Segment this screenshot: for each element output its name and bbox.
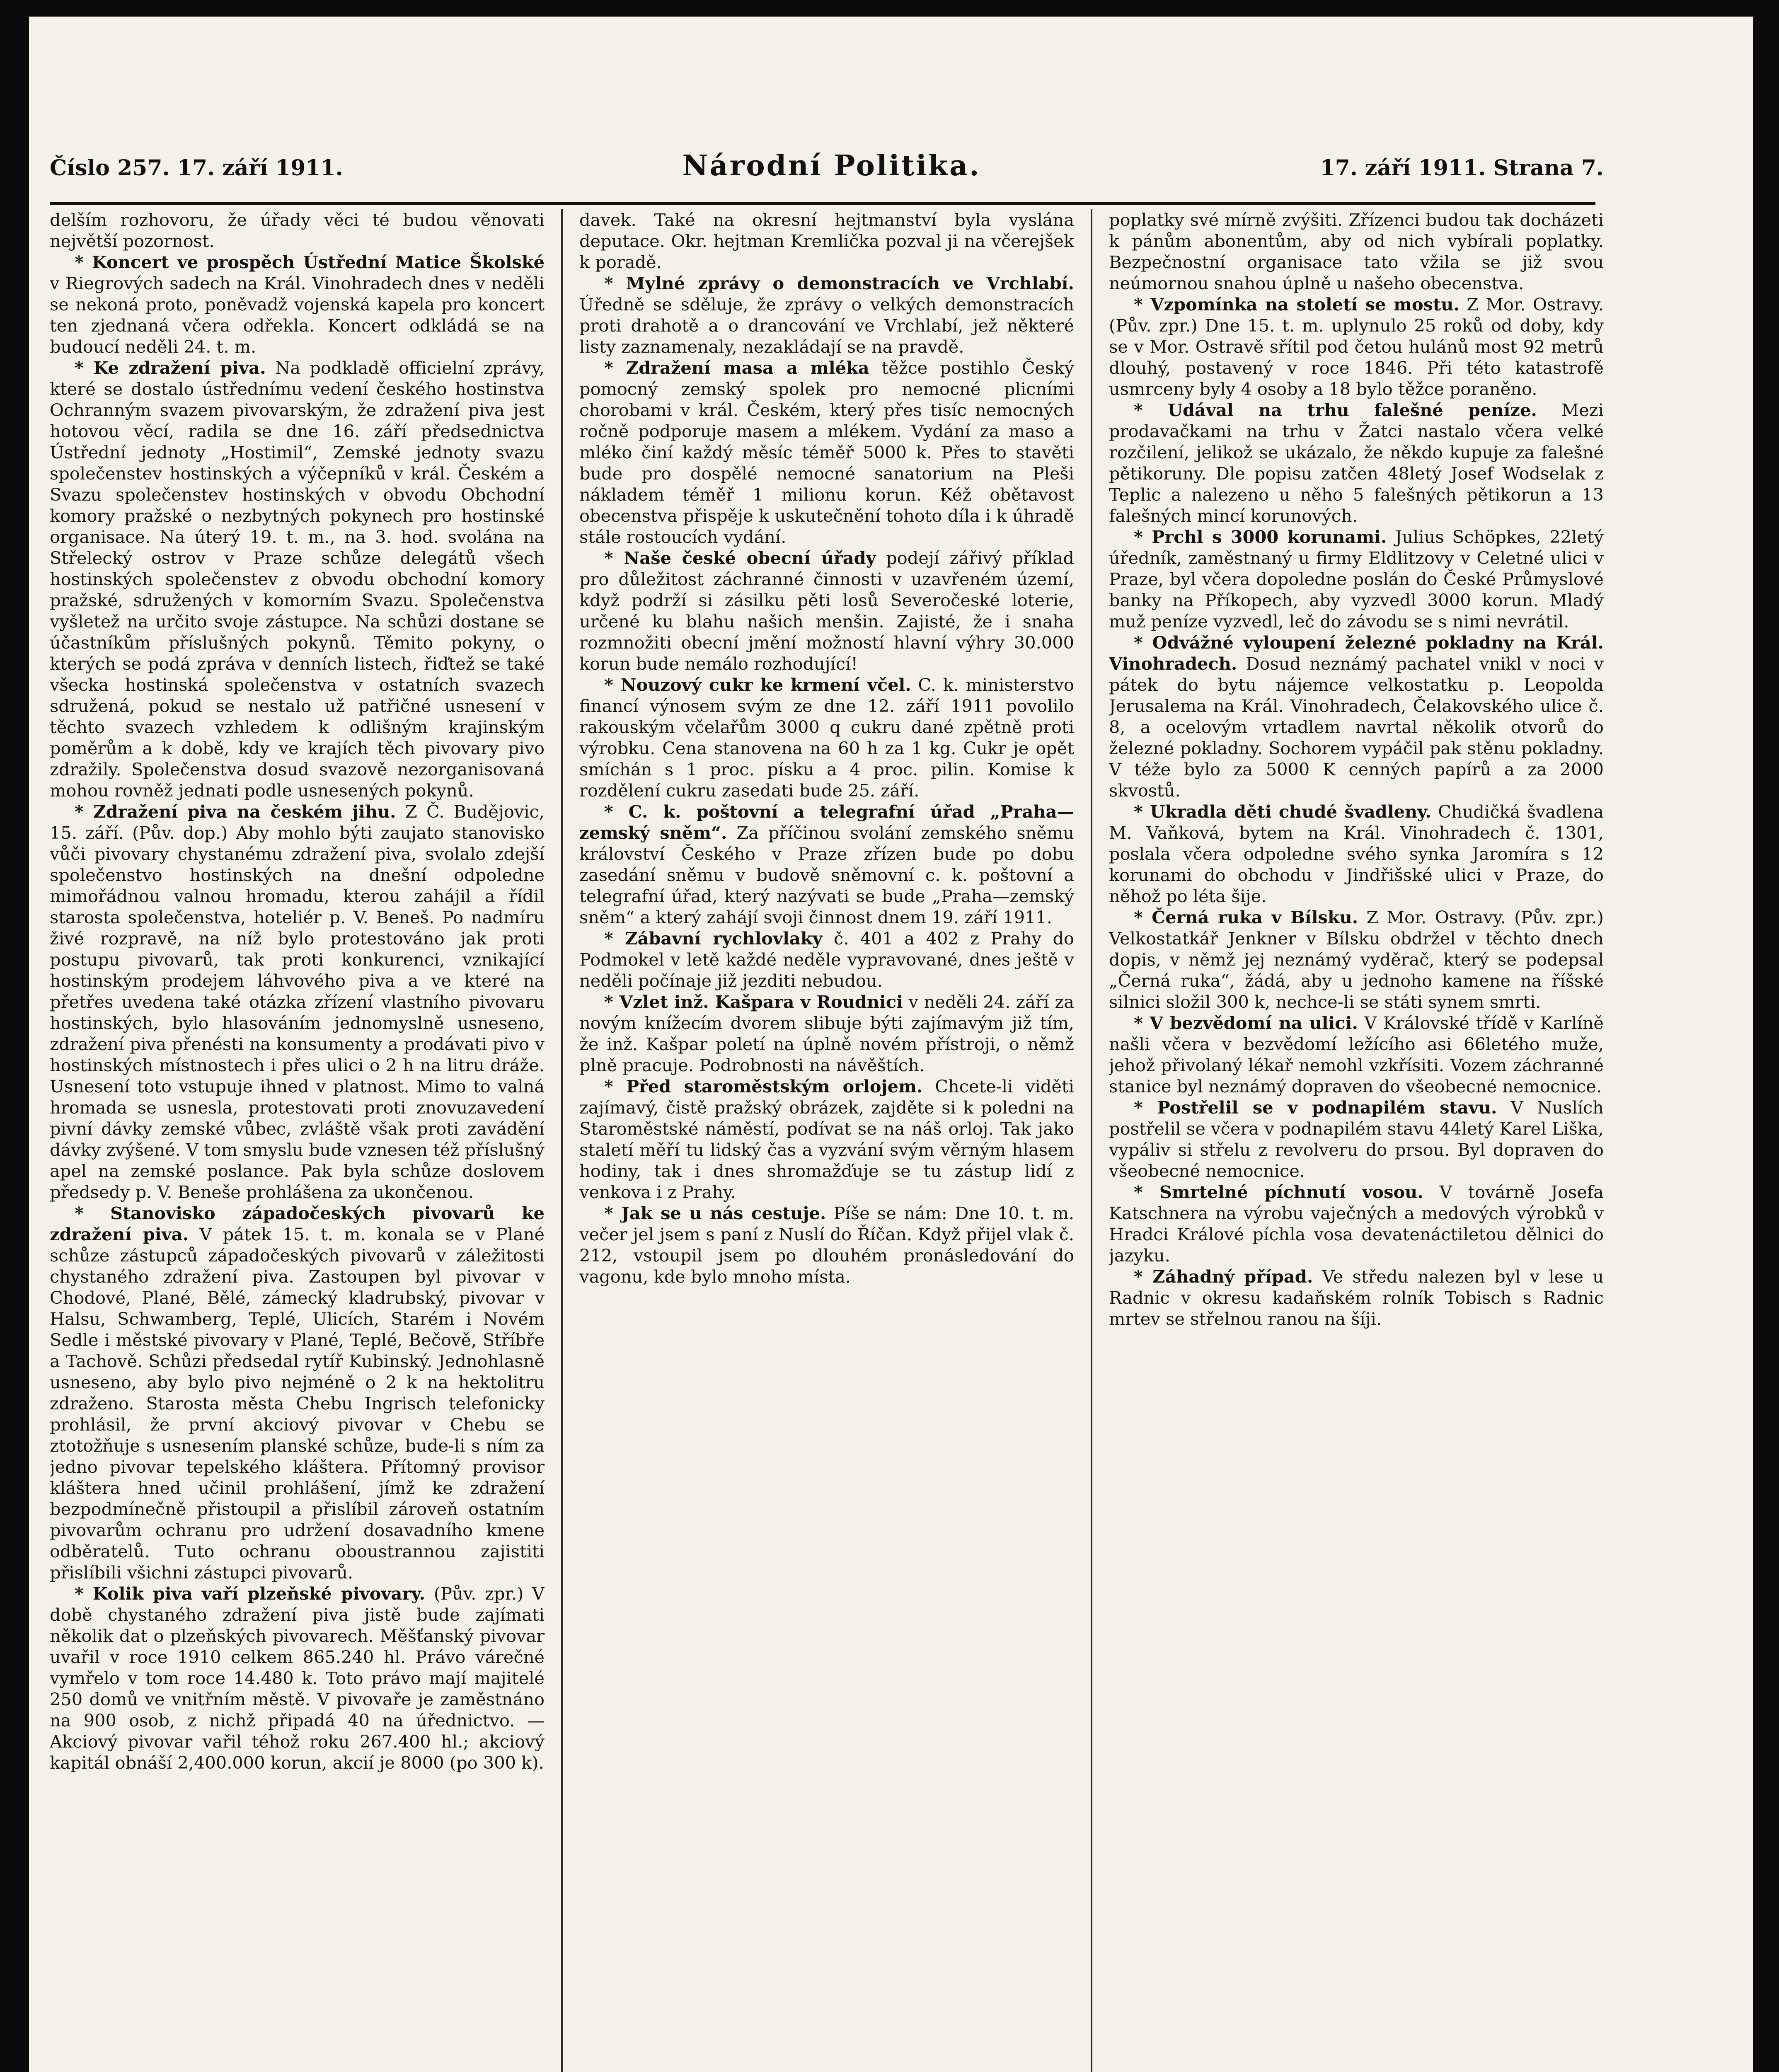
article-text: č. 401 a 402 z Prahy do Podmokel v letě každé neděle vypravované, dnes ještě v neděli počínaje již jezditi nebudou. bbox=[579, 928, 1074, 991]
article-text: Píše se nám: Dne 10. t. m. večer jel jsem s paní z Nuslí do Říčan. Když přijel vlak č. 212, vstoupil jsem po dlouhém pronásledování do vagonu, kde bylo mnoho místa. bbox=[579, 1203, 1074, 1287]
article-title: * Prchl s 3000 korunami. bbox=[1134, 527, 1387, 547]
article-text: Mezi prodavačkami na trhu v Žatci nastalo včera velké rozčilení, jelikož se ukázalo, že někdo kupuje za falešné pětikoruny. Dle popisu zatčen 48letý Josef Wodselak z Teplic a nalezeno u něho 5 falešných pětikorun a 13 falešných mincí korunových. bbox=[1109, 400, 1604, 526]
article-paragraph bbox=[579, 547, 1074, 674]
article-text: davek. Také na okresní hejtmanství byla vyslána deputace. Okr. hejtman Kremlička pozval ji na včerejšek k poradě. bbox=[579, 210, 1074, 272]
article-text: Chcete-li viděti zajímavý, čistě pražský obrázek, zajděte si k poledni na Staroměstské náměstí, podívat se na náš orloj. Tak jako staletí měří tu lidský čas a vyzvání svým věrným hlasem hodiny, tak i dnes shromažďuje se tu zástup lidí z venkova i z Prahy. bbox=[579, 1076, 1074, 1202]
article-paragraph bbox=[579, 991, 1074, 1076]
article-text: V továrně Josefa Katschnera na výrobu vaječných a medových výrobků v Hradci Králové píchla vosa devatenáctiletou dělnici do jazyku. bbox=[1109, 1182, 1604, 1266]
article-text: V pátek 15. t. m. konala se v Plané schůze zástupců západočeských pivovarů v záležitosti chystaného zdražení piva. Zastoupen byl pivovar v Chodové, Plané, Bělé, zámecký kladrubský, pivovar v Halsu, Schwamberg, Teplé, Ulicích, Starém i Novém Sedle i městské pivovary v Plané, Teplé, Bečově, Stříbře a Tachově. Schůzi předsedal rytíř Kubinský. Jednohlasně usneseno, aby bylo pivo nejméně o 2 k na hektolitru zdraženo. Starosta města Chebu Ingrisch telefonicky prohlásil, že první akciový pivovar v Chebu se ztotožňuje s usnesením planské schůze, bude-li s ním za jedno pivovar tepelského kláštera. Přítomný provisor kláštera hned učinil prohlášení, jímž ke zdražení bezpodmínečně přistoupil a přislíbil zároveň ostatním pivovarům ochranu pro udržení dosavadního kmene odběratelů. Tuto ochranu oboustrannou zajistiti přislíbili všichni zástupci pivovarů. bbox=[50, 1224, 545, 1583]
article-text: Z Mor. Ostravy. (Pův. zpr.) Velkostatkář Jenkner v Bílsku obdržel v těchto dnech dopis, v němž jej neznámý vyděrač, který se podepsal „Černá ruka“, žádá, aby u jednoho kamene na říšské silnici složil 300 k, nechce-li se státi synem smrti. bbox=[1109, 907, 1604, 1012]
article-title: * Udával na trhu falešné peníze. bbox=[1134, 400, 1537, 420]
article-title: * Černá ruka v Bílsku. bbox=[1134, 907, 1358, 927]
column-divider bbox=[561, 209, 563, 2072]
article-text: Dosud neznámý pachatel vnikl v noci v pátek do bytu nájemce velkostatku p. Leopolda Jerusalema na Král. Vinohradech, Čelakovského ulice č. 8, a ocelovým vrtadlem navrtal několik otvorů do železné pokladny. Sochorem vypáčil pak stěnu pokladny. V téže bylo za 5000 K cenných papírů a za 2000 skvostů. bbox=[1109, 654, 1604, 801]
article-text: poplatky své mírně zvýšiti. Zřízenci budou tak docházeti k pánům abonentům, aby od nich vybírali poplatky. Bezpečnostní organisace tato vžila se již svou neúmornou snahou úplně u našeho obecenstva. bbox=[1109, 210, 1604, 293]
article-title: * Nouzový cukr ke krmení včel. bbox=[604, 675, 911, 695]
article-paragraph bbox=[579, 674, 1074, 801]
article-columns bbox=[50, 209, 1604, 2072]
article-text: v Riegrových sadech na Král. Vinohradech dnes v neděli se nekoná proto, poněvadž vojenská kapela pro koncert ten zjednaná včera odřekla. Koncert odkládá se na budoucí neděli 24. t. m. bbox=[50, 273, 545, 357]
article-paragraph bbox=[50, 252, 545, 357]
article-title: * Vzlet inž. Kašpara v Roudnici bbox=[604, 992, 903, 1012]
article-title: * Záhadný případ. bbox=[1134, 1266, 1313, 1287]
article-paragraph bbox=[1109, 209, 1604, 294]
article-text: Za příčinou svolání zemského sněmu království Českého v Praze zřízen bude po dobu zasedání sněmu v budově sněmovní c. k. poštovní a telegrafní úřad, který nazývati se bude „Praha—zemský sněm“ a který zahájí svoji činnost dnem 19. září 1911. bbox=[579, 823, 1074, 927]
article-paragraph bbox=[50, 1203, 545, 1583]
article-text: Chudičká švadlena M. Vaňková, bytem na Král. Vinohradech č. 1301, poslala včera odpoledne svého synka Jaromíra s 12 korunami do obchodu v Jindřišské ulici v Praze, do něhož po léta šije. bbox=[1109, 801, 1604, 906]
column-1 bbox=[50, 209, 545, 2072]
article-title: * Zábavní rychlovlaky bbox=[604, 928, 823, 949]
article-title: * V bezvědomí na ulici. bbox=[1134, 1013, 1358, 1033]
article-text: Úředně se sděluje, že zprávy o velkých demonstracích proti drahotě a o drancování ve Vrchlabí, jež některé listy zaznamenaly, nezakládají se na pravdě. bbox=[579, 294, 1074, 357]
article-paragraph bbox=[50, 357, 545, 801]
article-paragraph bbox=[579, 928, 1074, 991]
article-paragraph bbox=[1109, 1012, 1604, 1097]
article-paragraph bbox=[1109, 1266, 1604, 1329]
article-title: * Naše české obecní úřady bbox=[604, 548, 876, 568]
article-title: * Smrtelné píchnutí vosou. bbox=[1134, 1182, 1423, 1202]
article-title: * Kolik piva vaří plzeňské pivovary. bbox=[75, 1583, 426, 1604]
article-title: * Postřelil se v podnapilém stavu. bbox=[1134, 1097, 1497, 1118]
article-paragraph bbox=[579, 357, 1074, 547]
article-title: * Stanovisko západočeských pivovarů ke zdražení piva. bbox=[50, 1203, 545, 1244]
header-rule bbox=[50, 202, 1595, 205]
article-text: V Královské třídě v Karlíně našli včera v bezvědomí ležícího asi 66letého muže, jehož přivolaný lékař nemohl vzkřísiti. Vozem záchranné stanice byl neznámý dopraven do všeobecné nemocnice. bbox=[1109, 1013, 1604, 1097]
column-2 bbox=[579, 209, 1074, 2072]
date-page-number: 17. září 1911. Strana 7. bbox=[1320, 155, 1604, 181]
article-paragraph bbox=[1109, 526, 1604, 632]
article-paragraph bbox=[1109, 801, 1604, 907]
newspaper-title: Národní Politika. bbox=[682, 149, 981, 182]
article-title: * Mylné zprávy o demonstracích ve Vrchlabí. bbox=[604, 273, 1074, 293]
article-title: * Zdražení masa a mléka bbox=[604, 358, 869, 378]
article-title: * C. k. poštovní a telegrafní úřad „Praha—zemský sněm“. bbox=[579, 801, 1074, 843]
article-text: Ve středu nalezen byl v lese u Radnic v okresu kadaňském rolník Tobisch s Radnic mrtev se střelnou ranou na šíji. bbox=[1109, 1266, 1604, 1329]
page-header bbox=[50, 149, 1604, 199]
article-text: podejí zářivý příklad pro důležitost záchranné činnosti v uzavřeném území, když podrží si zásilku pěti losů Severočeské loterie, určené ku blahu našich menšin. Zajisté, že i snaha rozmnožiti obecní jmění možností hlavní výhry 30.000 korun bude nemálo rozhodující! bbox=[579, 548, 1074, 674]
article-text: Z Č. Budějovic, 15. září. (Pův. dop.) Aby mohlo býti zaujato stanovisko vůči pivovary chystanému zdražení piva, svolalo zdejší společenstvo hostinských na dnešní odpoledne mimořádnou valnou hromadu, kterou zahájil a řídil starosta společenstva, hoteliér p. V. Beneš. Po nadmíru živé rozpravě, na níž bylo protestováno jak proti postupu pivovarů, tak proti konkurenci, vznikající hostinským prodejem láhvového piva a ve které na přetřes uvedena také otázka zřízení vlastního pivovaru hostinských, bylo hlasováním jednomyslně usneseno, zdražení piva přenésti na konsumenty a prodávati pivo v hostinských místnostech i přes ulici o 2 h na litru dráže. Usnesení toto vstupuje ihned v platnost. Mimo to valná hromada se usnesla, protestovati proti znovuzavedení pivní dávky zemské vůbec, zvláště však proti zavádění dávky zvýšené. V tom smyslu bude vznesen též příslušný apel na zemské poslance. Pak byla schůze doslovem předsedy p. V. Beneše prohlášena za ukončenou. bbox=[50, 801, 545, 1202]
article-title: * Před staroměstským orlojem. bbox=[604, 1076, 923, 1097]
article-text: Na podkladě officielní zprávy, které se dostalo ústřednímu vedení českého hostinstva Ochranným svazem pivovarským, že zdražení piva jest hotovou věcí, radila se dne 16. září předsednictva Ústřední jednoty „Hostimil“, Zemské jednoty svazu společenstev hostinských a výčepníků v král. Českém a Svazu společenstev hostinských v obvodu Obchodní komory pražské o nezbytných pokynech pro hostinské organisace. Na úterý 19. t. m., na 3. hod. svolána na Střelecký ostrov v Praze schůze delegátů všech hostinských společenstev z obvodu obchodní komory pražské, sdružených v komorním Svazu. Společenstva vyšletež na určito svoje zástupce. Na schůzi dostane se účastníkům příslušných pokynů. Těmito pokyny, o kterých se podá zpráva v denních listech, řiďtež se také všecka hostinská společenstva v ostatních svazech sdružená, pokud se nestalo už patřičné usnesení v těchto svazech vzhledem k odlišným krajinským poměrům a k době, kdy ve krajích těch pivovary pivo zdražily. Společenstva dosud svazově nezorganisovaná mohou rovněž jednati podle usnesených pokynů. bbox=[50, 358, 545, 801]
article-paragraph bbox=[579, 209, 1074, 273]
article-text: delším rozhovoru, že úřady věci té budou věnovati největší pozornost. bbox=[50, 210, 545, 251]
article-paragraph bbox=[50, 209, 545, 252]
article-text: (Pův. zpr.) V době chystaného zdražení piva jistě bude zajímati několik dat o plzeňských pivovarech. Měšťanský pivovar uvařil v roce 1910 celkem 865.240 hl. Právo várečné vymřelo v tom roce 14.480 k. Toto právo mají majitelé 250 domů ve vnitřním městě. V pivovaře je zaměstnáno na 900 osob, z nichž připadá 40 na úřednictvo. — Akciový pivovar vařil téhož roku 267.400 hl.; akciový kapitál obnáší 2,400.000 korun, akcií je 8000 (po 300 k). bbox=[50, 1583, 545, 1773]
article-paragraph bbox=[579, 273, 1074, 357]
article-text: Julius Schöpkes, 22letý úředník, zaměstnaný u firmy Eldlitzovy v Celetné ulici v Praze, byl včera dopoledne poslán do České Průmyslové banky na Příkopech, aby vyzvedl 3000 korun. Mladý muž peníze vyzvedl, leč do závodu se s nimi nevrátil. bbox=[1109, 527, 1604, 632]
article-paragraph bbox=[579, 801, 1074, 928]
article-text: C. k. ministerstvo financí výnosem svým ze dne 12. září 1911 povolilo rakouským včelařům 3000 q cukru dané zpětně proti výrobku. Cena stanovena na 60 h za 1 kg. Cukr je opět smíchán s 1 proc. písku a 4 proc. pilin. Komise k rozdělení cukru zasedati bude 25. září. bbox=[579, 675, 1074, 801]
column-divider bbox=[1091, 209, 1092, 2072]
article-title: * Jak se u nás cestuje. bbox=[604, 1203, 826, 1223]
issue-number-date: Číslo 257. 17. září 1911. bbox=[50, 155, 343, 181]
article-paragraph bbox=[1109, 294, 1604, 399]
article-paragraph bbox=[50, 1583, 545, 1773]
article-title: * Ke zdražení piva. bbox=[75, 358, 266, 378]
article-paragraph bbox=[50, 801, 545, 1203]
article-title: * Ukradla děti chudé švadleny. bbox=[1134, 801, 1431, 822]
article-paragraph bbox=[1109, 399, 1604, 526]
article-text: v neděli 24. září za novým knížecím dvorem slibuje býti zajímavým již tím, že inž. Kašpar poletí na úplně novém přístroji, o němž plně pracuje. Podrobnosti na návěštích. bbox=[579, 992, 1074, 1075]
article-title: * Koncert ve prospěch Ústřední Matice Školské bbox=[75, 252, 545, 272]
article-title: * Odvážné vyloupení železné pokladny na Král. Vinohradech. bbox=[1109, 632, 1604, 674]
article-paragraph bbox=[1109, 632, 1604, 801]
article-paragraph bbox=[1109, 1181, 1604, 1266]
article-text: Z Mor. Ostravy. (Pův. zpr.) Dne 15. t. m. uplynulo 25 roků od doby, kdy se v Mor. Ostravě sřítil pod četou hulánů most 92 metrů dlouhý, postavený v roce 1846. Při této katastrofě usmrceny byly 4 osoby a 18 bylo těžce poraněno. bbox=[1109, 294, 1604, 399]
article-paragraph bbox=[1109, 1097, 1604, 1181]
article-text: V Nuslích postřelil se včera v podnapilém stavu 44letý Karel Liška, vypáliv si střelu z revolveru do prsou. Byl dopraven do všeobecné nemocnice. bbox=[1109, 1097, 1604, 1181]
article-title: * Vzpomínka na století se mostu. bbox=[1134, 294, 1460, 315]
article-paragraph bbox=[579, 1203, 1074, 1287]
newspaper-page bbox=[29, 17, 1753, 2072]
article-title: * Zdražení piva na českém jihu. bbox=[75, 801, 396, 822]
column-3 bbox=[1109, 209, 1604, 2072]
article-paragraph bbox=[579, 1076, 1074, 1203]
article-text: těžce postihlo Český pomocný zemský spolek pro nemocné plicními chorobami v král. Českém, který přes tisíc nemocných ročně podporuje masem a mlékem. Vydání za maso a mléko činí každý měsíc téměř 5000 k. Přes to stavěti bude pro dospělé nemocné sanatorium na Pleši nákladem téměř 1 milionu korun. Kéž obětavost obecenstva přispěje k uskutečnění tohoto díla i k úhradě stále rostoucích vydání. bbox=[579, 358, 1074, 547]
article-paragraph bbox=[1109, 907, 1604, 1012]
